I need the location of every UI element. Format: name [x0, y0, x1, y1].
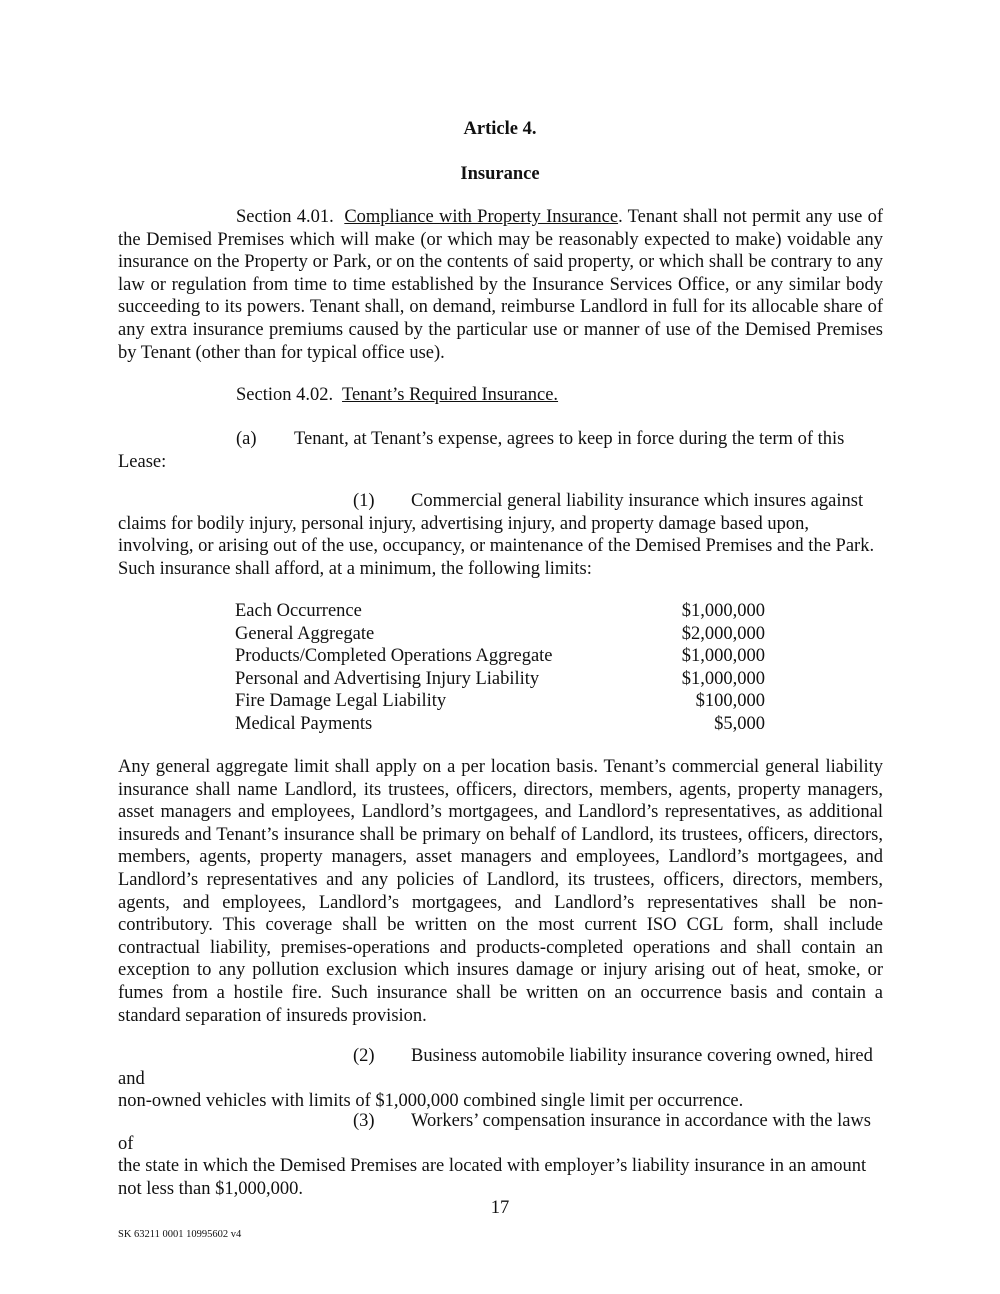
item-1-marker: (1): [353, 491, 375, 511]
clause-a-paragraph: [118, 428, 883, 473]
limit-amount: $1,000,000: [681, 601, 765, 621]
limit-label: General Aggregate: [235, 623, 375, 644]
item-1-first-line: Commercial general liability insurance which insures against: [411, 491, 864, 511]
limit-amount: $100,000: [695, 691, 765, 712]
limits-table: [235, 600, 765, 736]
article-title: Insurance: [460, 164, 540, 184]
section-4-01-text: . Tenant shall not permit any use of the Demised Premises which will make (or which may be reasonably expected to make) voidable any insurance on the Property or Park, or on the contents of said property, or which shall be contrary to any law or regulation from time to time established by the Insurance Services Office, or any similar body succeeding to its powers. Tenant shall, on demand, reimburse Landlord in full for its allocable share of any extra insurance premiums caused by the particular use or manner of use of the Demised Premises by Tenant (other than for typical office use).: [118, 207, 883, 363]
item-1-paragraph: [118, 490, 883, 580]
limit-label: Each Occurrence: [235, 601, 362, 621]
item-2-marker: (2): [353, 1046, 375, 1066]
item-3-paragraph: [118, 1110, 883, 1200]
section-4-01-heading: Compliance with Property Insurance: [344, 207, 619, 227]
limit-label: Fire Damage Legal Liability: [235, 691, 447, 712]
item-2-rest: non-owned vehicles with limits of $1,000,000 combined single limit per occurrence.: [118, 1091, 744, 1112]
item-1-rest: claims for bodily injury, personal injury, advertising injury, and property damage based upon, involving, or arising out of the use, occupancy, or maintenance of the Demised Premises and the Park. Such insurance shall afford, at a minimum, the following limits:: [118, 513, 875, 579]
item-2-paragraph: [118, 1045, 883, 1113]
limit-row: [235, 623, 765, 646]
document-id: SK 63211 0001 10995602 v4: [118, 1229, 242, 1240]
limit-row: [235, 600, 765, 623]
section-4-01-label: Section 4.01.: [236, 207, 334, 227]
item-3-marker: (3): [353, 1111, 375, 1131]
limit-amount: $1,000,000: [681, 668, 765, 689]
limit-row: [235, 668, 765, 691]
section-4-02-heading: Tenant’s Required Insurance.: [342, 385, 559, 405]
clause-a-marker: (a): [236, 429, 257, 449]
limit-amount: $5,000: [714, 713, 765, 734]
article-heading: Article 4.: [463, 119, 537, 139]
limit-row: [235, 645, 765, 668]
aggregate-paragraph: Any general aggregate limit shall apply on a per location basis. Tenant’s commercial general liability insurance shall name Landlord, its trustees, officers, directors, members, agents, property managers, asset managers and employees, Landlord’s mortgagees, and Landlord’s representatives, as additional insureds and Tenant’s insurance shall be primary on behalf of Landlord, its trustees, officers, directors, members, agents, property managers, asset managers and employees, Landlord’s mortgagees, and Landlord’s representatives and any policies of Landlord, its trustees, officers, directors, members, agents, and employees, Landlord’s mortgagees, and Landlord’s representatives shall be non-contributory. This coverage shall be written on the most current ISO CGL form, shall include contractual liability, premises-operations and products-completed operations and shall contain an exception to any pollution exclusion which insures damage or injury arising out of heat, smoke, or fumes from a hostile fire. Such insurance shall be written on an occurrence basis and contain a standard separation of insureds provision.: [118, 757, 883, 1026]
item-3-rest: the state in which the Demised Premises are located with employer’s liability insurance in an amount not less than $1,000,000.: [118, 1156, 867, 1199]
section-4-01-paragraph: [118, 206, 883, 364]
limit-label: Medical Payments: [235, 713, 373, 734]
page-number: 17: [490, 1198, 510, 1218]
limit-row: [235, 690, 765, 713]
limit-label: Personal and Advertising Injury Liability: [235, 668, 540, 689]
section-4-02-label: Section 4.02.: [236, 385, 334, 405]
section-4-02-heading-line: [118, 384, 883, 407]
clause-a-continuation: Lease:: [118, 451, 167, 472]
limit-label: Products/Completed Operations Aggregate: [235, 646, 553, 667]
item-3-first-line: Workers’ compensation insurance in accordance with the laws of: [118, 1111, 871, 1154]
item-2-first-line: Business automobile liability insurance covering owned, hired and: [118, 1046, 873, 1089]
limit-amount: $1,000,000: [681, 646, 765, 667]
limit-amount: $2,000,000: [681, 623, 765, 644]
clause-a-text: Tenant, at Tenant’s expense, agrees to keep in force during the term of this: [294, 429, 845, 449]
limit-row: [235, 713, 765, 736]
